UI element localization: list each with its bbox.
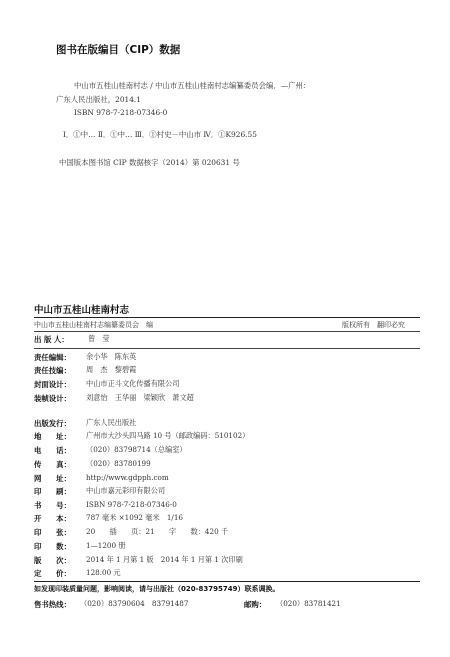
cip-number: 中国版本图书馆 CIP 数据核字（2014）第 020631 号: [59, 158, 240, 167]
quality-notice: 如发现印装质量问题，影响阅读，请与出版社（020-83795749）联系调换。: [34, 585, 280, 593]
pub-label: 书 号：: [34, 501, 71, 510]
pub-label: 印 刷：: [34, 487, 71, 496]
pub-printer: [0, 486, 450, 498]
credit-value: 曾 莹: [88, 334, 110, 343]
pub-value: ISBN 978-7-218-07346-0: [86, 500, 177, 509]
pub-label: 开 本：: [34, 514, 71, 523]
cip-classification: Ⅰ．①中… Ⅱ．①中… Ⅲ．①村史－中山市 Ⅳ．①K926.55: [63, 130, 257, 139]
pub-value: 1—1200 册: [86, 541, 126, 550]
postal-value: （020）83781421: [276, 599, 341, 608]
pub-label: 出版发行：: [34, 419, 71, 428]
rights-notice: 版权所有 翻印必究: [342, 321, 405, 329]
pub-price: [0, 568, 450, 580]
pub-label: 印 数：: [34, 542, 71, 551]
pub-value: 广东人民出版社: [86, 418, 137, 427]
cip-line-1: 中山市五桂山桂南村志 / 中山市五桂山桂南村志编纂委员会编．—广州：: [74, 81, 311, 90]
pub-value: 2014 年 1 月第 1 版 2014 年 1 月第 1 次印刷: [86, 555, 243, 564]
pub-sheets: [0, 527, 450, 539]
credit-label: 封面设计：: [34, 380, 71, 389]
pub-label: 电 话：: [34, 446, 71, 455]
editor-divider: [34, 331, 420, 332]
credit-responsible-editor: [0, 352, 450, 364]
pub-value: 128.00 元: [86, 568, 121, 577]
pub-label: 地 址：: [34, 432, 71, 441]
credit-publisher: [0, 334, 450, 346]
pub-edition: [0, 555, 450, 567]
pub-label: 传 真：: [34, 460, 71, 469]
credit-cover-design: [0, 379, 450, 391]
postal-label: 邮购：: [244, 600, 267, 609]
credit-value: 周 杰 黎碧霞: [86, 365, 137, 374]
cip-heading: 图书在版编目（CIP）数据: [56, 44, 181, 56]
credits-divider: [34, 348, 420, 349]
credit-technical-editor: [0, 365, 450, 377]
pub-label: 版 次：: [34, 556, 71, 565]
sales-hotline: [0, 599, 450, 611]
credit-value: 中山市正斗文化传播有限公司: [86, 379, 180, 388]
pub-print-run: [0, 541, 450, 553]
credit-label: 责任编辑：: [34, 353, 71, 362]
credit-value: 余小华 陈东英: [86, 352, 137, 361]
book-title: 中山市五桂山桂南村志: [34, 305, 130, 316]
pub-website: [0, 473, 450, 485]
pub-value: http://www.gdpph.com: [86, 473, 169, 482]
pub-distributor: [0, 418, 450, 430]
pub-label: 定 价：: [34, 569, 71, 578]
credit-label: 装帧设计：: [34, 394, 71, 403]
pub-value: （020）83798714（总编室）: [86, 445, 187, 454]
pub-phone: [0, 445, 450, 457]
cip-isbn: ISBN 978-7-218-07346-0: [74, 108, 168, 117]
credit-layout-design: [0, 393, 450, 405]
pub-value: 广州市大沙头四马路 10 号（邮政编码：510102）: [86, 431, 250, 440]
book-editor: 中山市五桂山桂南村志编纂委员会 编: [34, 321, 153, 329]
pub-format: [0, 513, 450, 525]
pub-value: （020）83780199: [86, 459, 151, 468]
title-divider: [34, 317, 420, 318]
pub-value: 787 毫米 ×1092 毫米 1/16: [86, 513, 183, 522]
credit-value: 刘意怡 王华丽 梁颖欣 萧文超: [86, 393, 194, 402]
hotline-value: （020）83790604 83791487: [80, 599, 189, 608]
credit-label: 出 版 人：: [34, 335, 69, 344]
pub-value: 20 插 页：21 字 数：420 千: [86, 527, 229, 536]
pub-address: [0, 431, 450, 443]
footer-divider: [34, 581, 420, 582]
pub-label: 印 张：: [34, 528, 71, 537]
pub-isbn: [0, 500, 450, 512]
cip-line-2: 广东人民出版社，2014.1: [56, 95, 141, 104]
pub-fax: [0, 459, 450, 471]
pub-value: 中山市嘉元彩印有限公司: [86, 486, 166, 495]
credit-label: 责任技编：: [34, 366, 71, 375]
pub-label: 网 址：: [34, 474, 71, 483]
hotline-label: 售书热线：: [34, 600, 71, 609]
